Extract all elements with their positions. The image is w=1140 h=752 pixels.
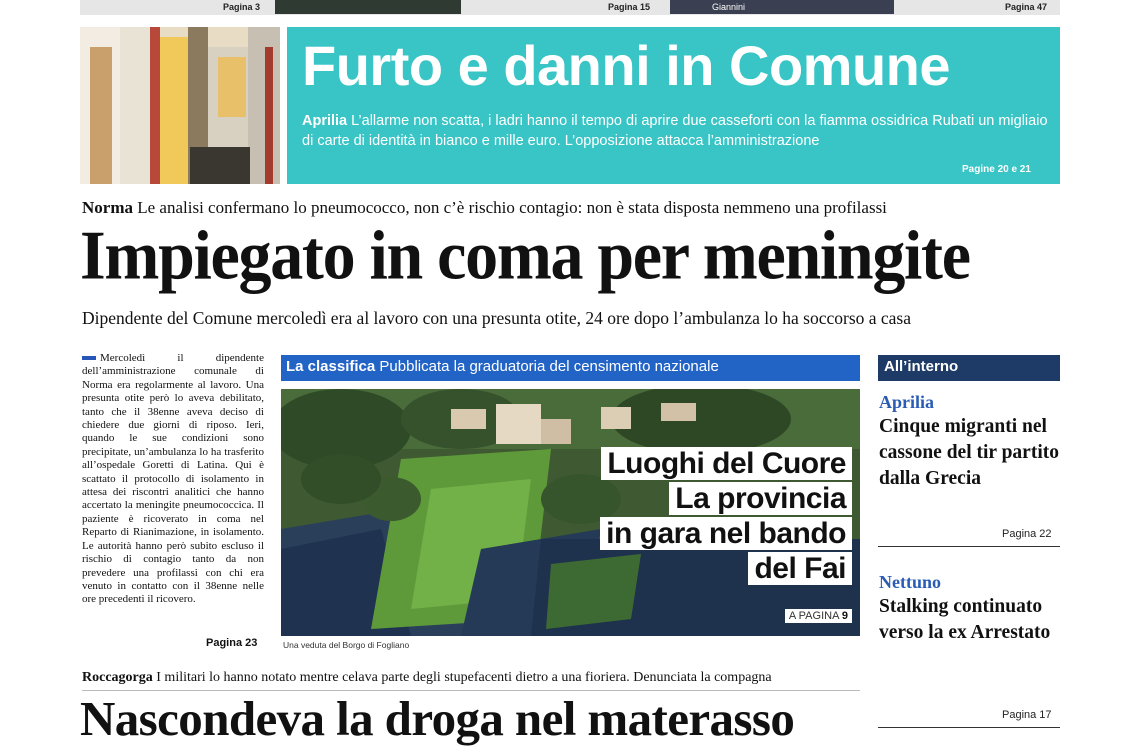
photo-caption-line-4: del Fai [748,552,852,585]
classifica-page-label: A PAGINA [788,610,839,622]
top-page-ref-2[interactable]: Pagina 15 [608,2,651,12]
classifica-page-num: 9 [841,610,848,622]
bottom-kicker [82,670,772,686]
main-headline[interactable]: Impiegato in coma per meningite [80,217,970,295]
classifica-header[interactable] [286,358,719,375]
hallway-photo [80,27,280,184]
main-kicker-text: Le analisi confermano lo pneumococco, non c’è rischio contagio: non è stata disposta nemmeno una profilassi [137,198,887,217]
classifica-label: La classifica [286,358,376,375]
bottom-kicker-text: I militari lo hanno notato mentre celava parte degli stupefacenti dietro a una fioriera. Denunciata la compagna [156,670,772,685]
top-thumbnail-photo-2 [670,0,894,14]
sidebar-item-headline: Cinque migranti nel cassone del tir partito dalla Grecia [879,416,1059,489]
main-kicker-location: Norma [82,198,133,217]
banner-subtitle [302,111,1052,151]
bottom-kicker-location: Roccagorga [82,670,153,685]
sidebar-item-page-ref[interactable]: Pagina 17 [1002,709,1052,721]
borgo-fogliano-photo[interactable] [281,389,860,636]
sidebar-item-headline: Stalking continuato verso la ex Arrestato [879,596,1051,643]
sidebar-item-nettuno[interactable] [879,572,1061,646]
sidebar-divider [878,546,1060,547]
photo-caption-line-3: in gara nel bando [600,517,852,550]
sidebar-item-aprilia[interactable] [879,392,1061,492]
banner-location: Aprilia [302,113,348,129]
top-page-ref-3[interactable]: Pagina 47 [1005,2,1048,12]
banner-title[interactable]: Furto e danni in Comune [302,34,951,97]
sidebar-title: All’interno [884,358,959,375]
sidebar-item-location: Nettuno [879,572,941,592]
photo-caption: Una veduta del Borgo di Fogliano [283,640,410,650]
main-kicker [82,198,887,218]
main-article-body [82,352,264,607]
banner-page-ref[interactable]: Pagine 20 e 21 [962,164,1031,175]
sidebar-divider [878,727,1060,728]
top-page-ref-1[interactable]: Pagina 3 [223,2,261,12]
main-page-ref[interactable]: Pagina 23 [206,637,258,649]
bottom-headline[interactable]: Nascondeva la droga nel materasso [80,691,795,746]
article-marker [82,356,96,360]
top-name-caption: Giannini [712,2,746,12]
classifica-page-ref[interactable] [785,609,852,623]
top-thumbnail-photo [275,0,461,14]
main-article-text: Mercoledì il dipendente dell’amministrazione comunale di Norma era regolarmente al lavoro. Una presunta otite però lo aveva debilitato, tanto che il 38enne aveva deciso di chiedere due giorni di riposo. Ieri, quando le sue condizioni sono precipitate, un’ambulanza lo ha trasferito all’ospedale Goretti di Latina. Qui è scattato il protocollo di isolamento in attesa dei riscontri analitici che hanno accertato la meningite pneumococcica. Il paziente è ricoverato in coma nel Reparto di Rianimazione, in isolamento. Le autorità hanno però subito escluso il rischio di contagio tanto da non prevedere una profilassi con chi era venuto in contatto con il 38enne nelle ore precedenti il ricovero. [82,352,264,606]
photo-caption-line-2: La provincia [669,482,852,515]
photo-caption-line-1: Luoghi del Cuore [601,447,852,480]
sidebar-item-page-ref[interactable]: Pagina 22 [1002,528,1052,540]
classifica-text: Pubblicata la graduatoria del censimento nazionale [379,358,719,375]
main-subhead: Dipendente del Comune mercoledì era al lavoro con una presunta otite, 24 ore dopo l’ambulanza lo ha soccorso a casa [82,308,912,328]
sidebar-item-location: Aprilia [879,392,935,412]
banner-subtitle-text: L’allarme non scatta, i ladri hanno il tempo di aprire due casseforti con la fiamma ossidrica Rubati un migliaio di carte di identità in bianco e mille euro. L’opposizione attacca l’amministrazione [302,113,1048,149]
photo-caption-overlay [552,447,852,587]
